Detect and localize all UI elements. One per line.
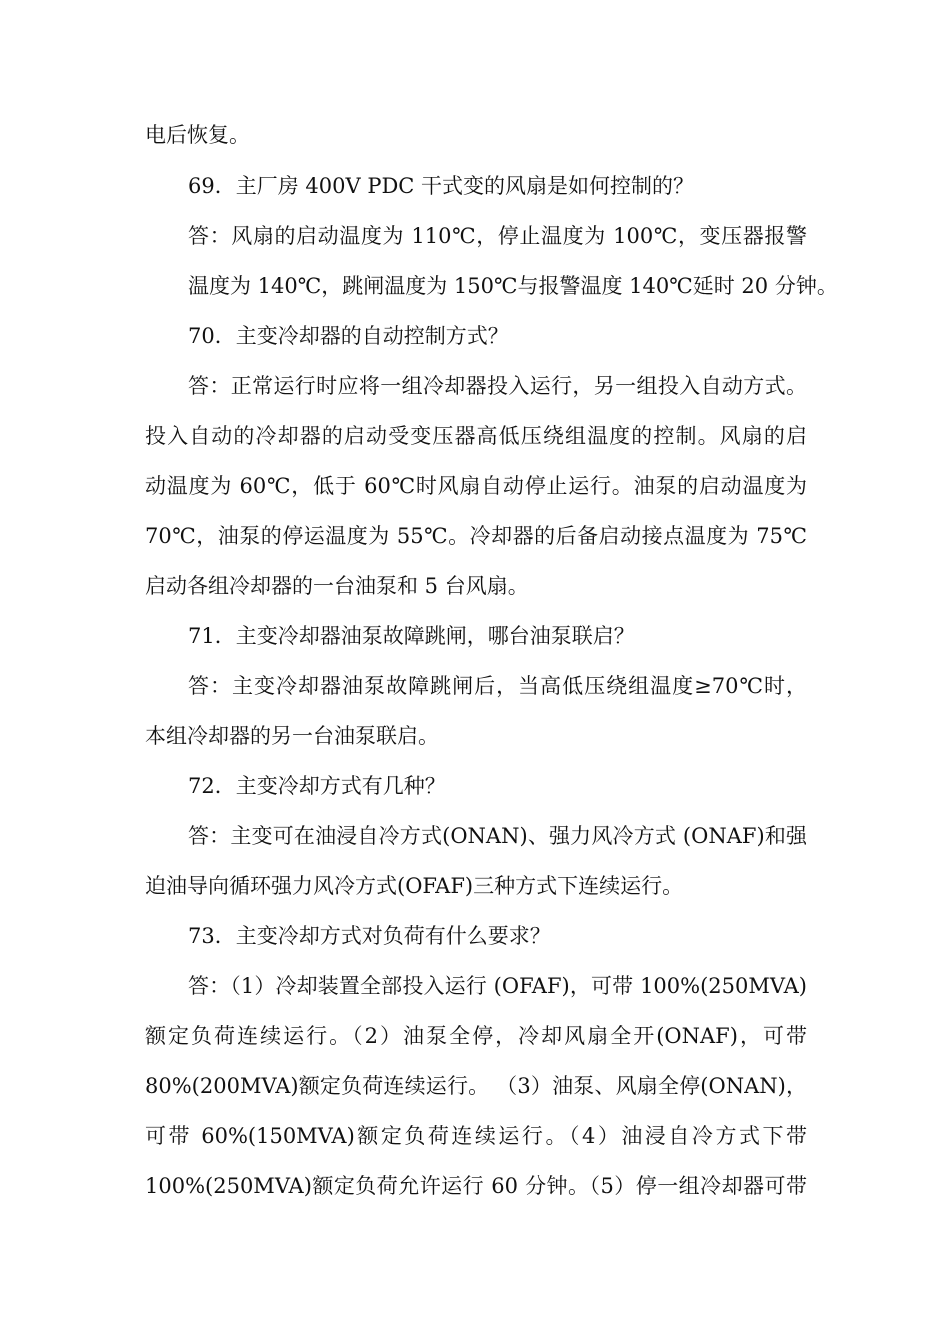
answer-line: 答：（1）冷却装置全部投入运行 (OFAF)，可带 100%(250MVA) — [188, 974, 807, 998]
answer-line: 答：主变冷却器油泵故障跳闸后，当高低压绕组温度≥70℃时， — [188, 674, 807, 698]
answer-line: 可带 60%(150MVA)额定负荷连续运行。（4）油浸自冷方式下带 — [145, 1124, 807, 1148]
answer-line: 额定负荷连续运行。（2）油泵全停，冷却风扇全开(ONAF)，可带 — [145, 1024, 807, 1048]
question-heading: 70．主变冷却器的自动控制方式？ — [188, 324, 509, 348]
answer-line: 80%(200MVA)额定负荷连续运行。 （3）油泵、风扇全停(ONAN)， — [145, 1074, 807, 1098]
answer-line: 答：正常运行时应将一组冷却器投入运行，另一组投入自动方式。 — [188, 374, 807, 398]
text-line: 电后恢复。 — [145, 123, 250, 147]
answer-line: 启动各组冷却器的一台油泵和 5 台风扇。 — [145, 574, 529, 598]
question-heading: 69．主厂房 400V PDC 干式变的风扇是如何控制的？ — [188, 174, 695, 198]
answer-line: 100%(250MVA)额定负荷允许运行 60 分钟。（5）停一组冷却器可带 — [145, 1174, 807, 1198]
answer-line: 迫油导向循环强力风冷方式(OFAF)三种方式下连续运行。 — [145, 874, 684, 898]
answer-line: 答：主变可在油浸自冷方式(ONAN)、强力风冷方式 (ONAF)和强 — [188, 824, 807, 848]
answer-line: 70℃，油泵的停运温度为 55℃。冷却器的后备启动接点温度为 75℃ — [145, 524, 807, 548]
answer-line: 投入自动的冷却器的启动受变压器高低压绕组温度的控制。风扇的启 — [145, 424, 807, 448]
question-heading: 73．主变冷却方式对负荷有什么要求？ — [188, 924, 551, 948]
answer-line: 本组冷却器的另一台油泵联启。 — [145, 724, 439, 748]
answer-line: 动温度为 60℃，低于 60℃时风扇自动停止运行。油泵的启动温度为 — [145, 474, 807, 498]
answer-line: 答：风扇的启动温度为 110℃，停止温度为 100℃，变压器报警 — [188, 224, 807, 248]
answer-line: 温度为 140℃，跳闸温度为 150℃与报警温度 140℃延时 20 分钟。 — [188, 274, 838, 298]
question-heading: 71．主变冷却器油泵故障跳闸，哪台油泵联启？ — [188, 624, 635, 648]
question-heading: 72．主变冷却方式有几种？ — [188, 774, 446, 798]
